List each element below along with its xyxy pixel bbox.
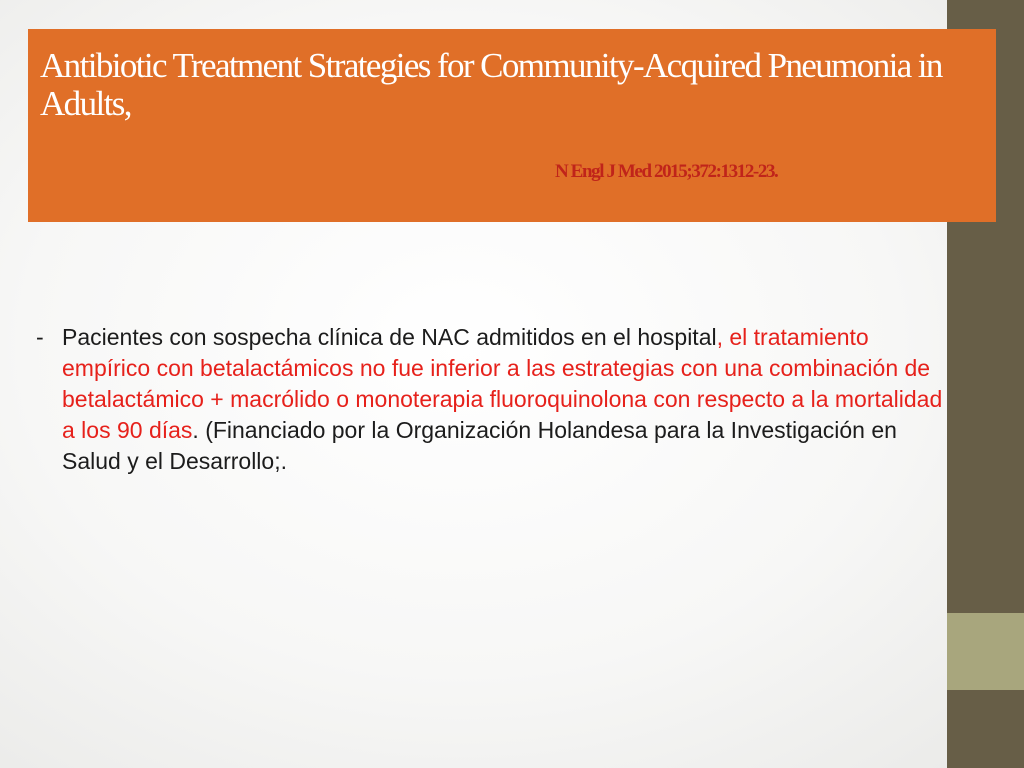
list-item (28, 322, 958, 477)
title-box (28, 29, 996, 222)
bullet-text-funding: . (Financiado por la Organización Holandesa para la Investigación en Salud y el Desarrollo;. (62, 417, 897, 474)
bullet-marker: - (36, 324, 44, 350)
slide-title: Antibiotic Treatment Strategies for Community-Acquired Pneumonia in Adults, (40, 46, 942, 123)
bullet-text-highlight: , el tratamiento empírico con betalactámicos no fue inferior a las estrategias con una combinación de betalactámico + macrólido o monoterapia fluoroquinolona con respecto a la mortalidad a los 90 días (62, 324, 943, 443)
side-bar-accent (947, 613, 1024, 690)
bullet-text-intro: Pacientes con sospecha clínica de NAC admitidos en el hospital (62, 324, 717, 350)
bullet-list (28, 322, 958, 477)
bullet-text (62, 322, 958, 477)
citation: N Engl J Med 2015;372:1312-23. (555, 161, 778, 182)
